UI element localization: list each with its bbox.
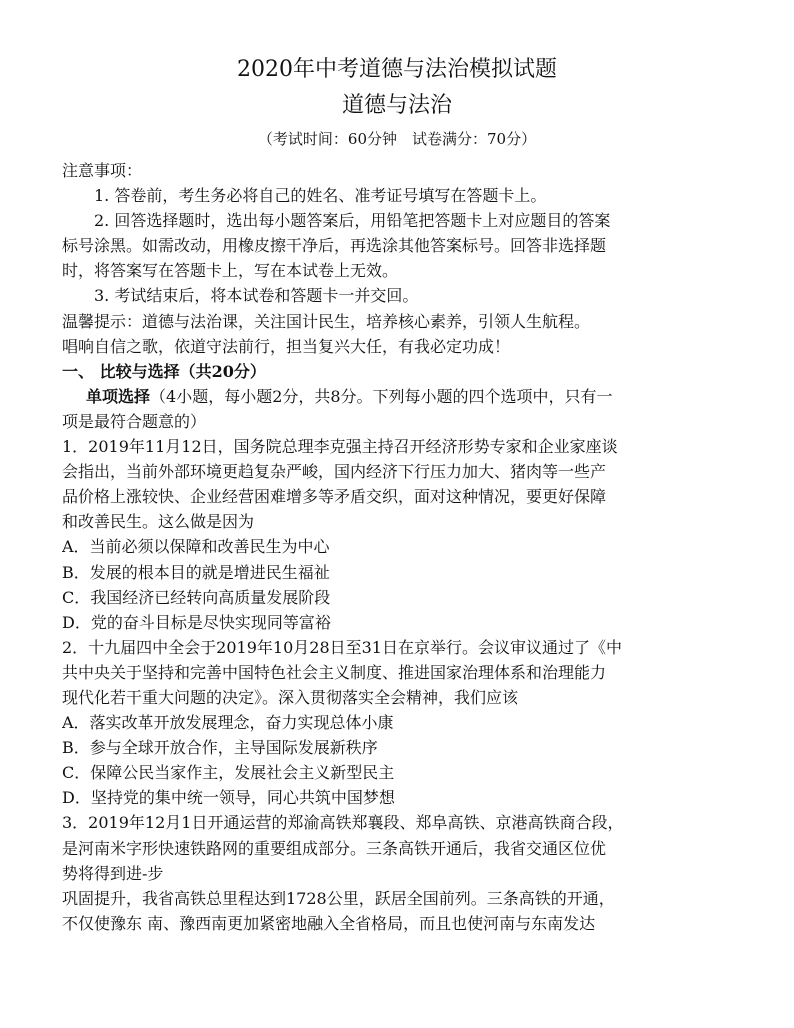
q2-stem-line-3: 现代化若干重大问题的决定》。深入贯彻落实全会精神，我们应该 bbox=[62, 687, 519, 707]
note-2-line-2: 标号涂黑。如需改动，用橡皮擦干净后，再选涂其他答案标号。回答非选择题 bbox=[62, 236, 607, 256]
note-1: 1. 答卷前，考生务必将自己的姓名、准考证号填写在答题卡上。 bbox=[94, 186, 547, 206]
q1-stem-line-3: 品价格上涨较快、企业经营困难增多等矛盾交织，面对这种情况，要更好保障 bbox=[62, 487, 607, 507]
q2-option-c: C．保障公民当家作主，发展社会主义新型民主 bbox=[62, 763, 395, 783]
q1-option-a: A．当前必须以保障和改善民生为中心 bbox=[62, 537, 330, 557]
q1-option-c: C．我国经济已经转向高质量发展阶段 bbox=[62, 587, 331, 607]
q2-option-d: D．坚持党的集中统一领导，同心共筑中国梦想 bbox=[62, 788, 395, 808]
q3-stem-line-5: 不仅使豫东 南、豫西南更加紧密地融入全省格局，而且也使河南与东南发达 bbox=[62, 913, 596, 933]
section-heading: 一、 比较与选择（共20分） bbox=[62, 361, 266, 381]
q3-stem-line-2: 是河南米字形快速铁路网的重要组成部分。三条高铁开通后，我省交通区位优 bbox=[62, 838, 607, 858]
note-2-line-1: 2. 回答选择题时，选出每小题答案后，用铅笔把答题卡上对应题目的答案 bbox=[94, 211, 611, 231]
exam-subject: 道德与法治 bbox=[341, 93, 452, 118]
q3-stem-line-1: 3．2019年12月1日开通运营的郑渝高铁郑襄段、郑阜高铁、京港高铁商合段， bbox=[62, 813, 624, 833]
note-2-line-3: 时，将答案写在答题卡上，写在本试卷上无效。 bbox=[62, 261, 399, 281]
q3-stem-line-3: 势将得到进-步 bbox=[62, 863, 164, 883]
exam-meta: （考试时间：60分钟 试卷满分：70分） bbox=[257, 130, 537, 148]
note-3: 3. 考试结束后，将本试卷和答题卡一并交回。 bbox=[94, 286, 419, 306]
instructions-text: （4小题，每小题2分，共8分。下列每小题的四个选项中，只有一 bbox=[150, 386, 613, 406]
notes-heading: 注意事项： bbox=[62, 161, 143, 180]
q1-stem-line-4: 和改善民生。这么做是因为 bbox=[62, 512, 255, 532]
q2-option-a: A．落实改革开放发展理念，奋力实现总体小康 bbox=[62, 713, 394, 733]
exam-content bbox=[62, 158, 732, 936]
tip-line-1: 温馨提示：道德与法治课，关注国计民生，培养核心素养，引领人生航程。 bbox=[62, 311, 591, 331]
q2-stem-line-2: 共中央关于坚持和完善中国特色社会主义制度、推进国家治理体系和治理能力 bbox=[62, 662, 607, 682]
q1-stem-line-2: 会指出，当前外部环境更趋复杂严峻，国内经济下行压力加大、猪肉等一些产 bbox=[62, 462, 607, 482]
q3-stem-line-4: 巩固提升，我省高铁总里程达到1728公里，跃居全国前列。三条高铁的开通， bbox=[62, 888, 615, 908]
q1-stem-line-1: 1．2019年11月12日，国务院总理李克强主持召开经济形势专家和企业家座谈 bbox=[62, 437, 618, 457]
q1-option-d: D．党的奋斗目标是尽快实现同等富裕 bbox=[62, 612, 331, 632]
q1-option-b: B．发展的根本目的就是增进民生福祉 bbox=[62, 562, 330, 582]
q2-stem-line-1: 2．十九届四中全会于2019年10月28日至31日在京举行。会议审议通过了《中 bbox=[62, 637, 622, 657]
section-instructions-line-2: 项是最符合题意的） bbox=[62, 411, 207, 431]
tip-line-2: 唱响自信之歌，依道守法前行，担当复兴大任，有我必定功成！ bbox=[62, 336, 511, 356]
section-instructions bbox=[62, 384, 732, 409]
instructions-label: 单项选择 bbox=[86, 386, 151, 406]
q2-option-b: B．参与全球开放合作，主导国际发展新秩序 bbox=[62, 738, 378, 758]
exam-title: 2020年中考道德与法治模拟试题 bbox=[237, 57, 557, 82]
